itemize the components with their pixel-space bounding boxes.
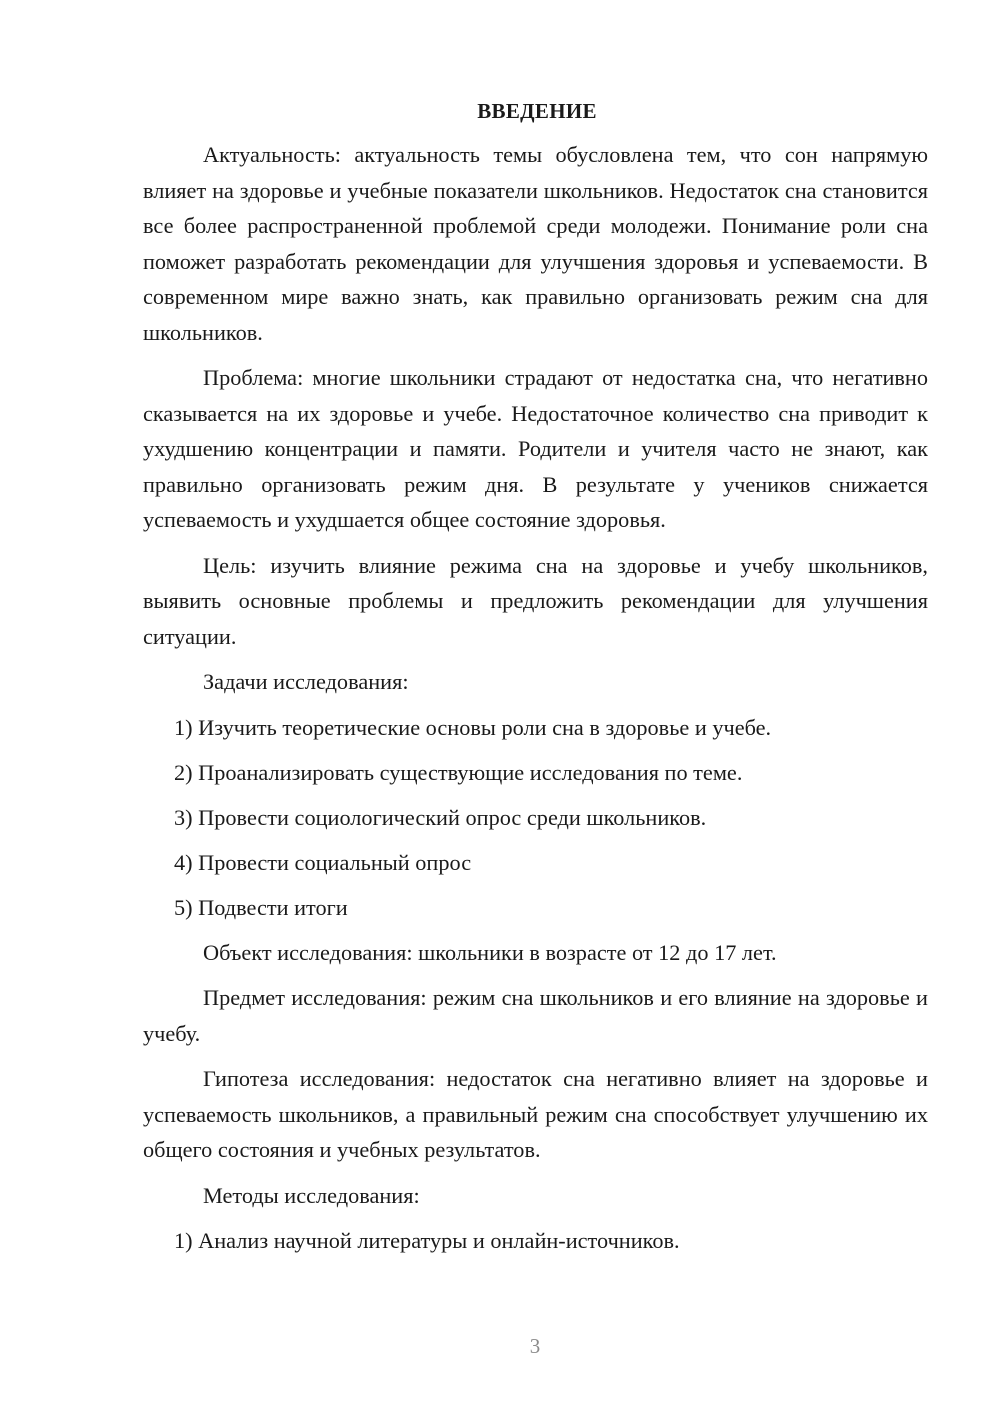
task-item: 4) Провести социальный опрос: [174, 849, 472, 875]
goal-paragraph: Цель: изучить влияние режима сна на здоровье и учебу школьников, выявить основные проблемы и предложить рекомендации для улучшения ситуации.: [143, 552, 928, 649]
hypothesis-paragraph: Гипотеза исследования: недостаток сна негативно влияет на здоровье и успеваемость школьников, а правильный режим сна способствует улучшению их общего состояния и учебных результатов.: [143, 1066, 928, 1162]
relevance-paragraph: Актуальность: актуальность темы обусловлена тем, что сон напрямую влияет на здоровье и учебные показатели школьников. Недостаток сна становится все более распространенной проблемой среди молодежи. Понимание роли сна поможет разработать рекомендации для улучшения здоровья и успеваемости. В современном мире важно знать, как правильно организовать режим сна для школьников.: [143, 142, 928, 345]
tasks-heading: Задачи исследования:: [203, 669, 409, 694]
task-item: 5) Подвести итоги: [174, 894, 348, 920]
methods-heading: Методы исследования:: [203, 1182, 420, 1208]
task-item: 3) Провести социологический опрос среди школьников.: [174, 804, 707, 830]
method-item: 1) Анализ научной литературы и онлайн-источников.: [174, 1228, 680, 1253]
section-title: ВВЕДЕНИЕ: [477, 99, 597, 123]
task-item: 1) Изучить теоретические основы роли сна в здоровье и учебе.: [174, 714, 772, 740]
task-item: 2) Проанализировать существующие исследования по теме.: [174, 759, 743, 785]
page-number: 3: [529, 1334, 541, 1358]
object-paragraph: Объект исследования: школьники в возрасте от 12 до 17 лет.: [203, 939, 777, 965]
problem-paragraph: Проблема: многие школьники страдают от недостатка сна, что негативно сказывается на их здоровье и учебе. Недостаточное количество сна приводит к ухудшению концентрации и памяти. Родители и учителя часто не знают, как правильно организовать режим дня. В результате у учеников снижается успеваемость и ухудшается общее состояние здоровья.: [143, 365, 928, 532]
subject-paragraph: Предмет исследования: режим сна школьников и его влияние на здоровье и учебу.: [143, 985, 928, 1046]
page-content: [143, 96, 928, 1268]
